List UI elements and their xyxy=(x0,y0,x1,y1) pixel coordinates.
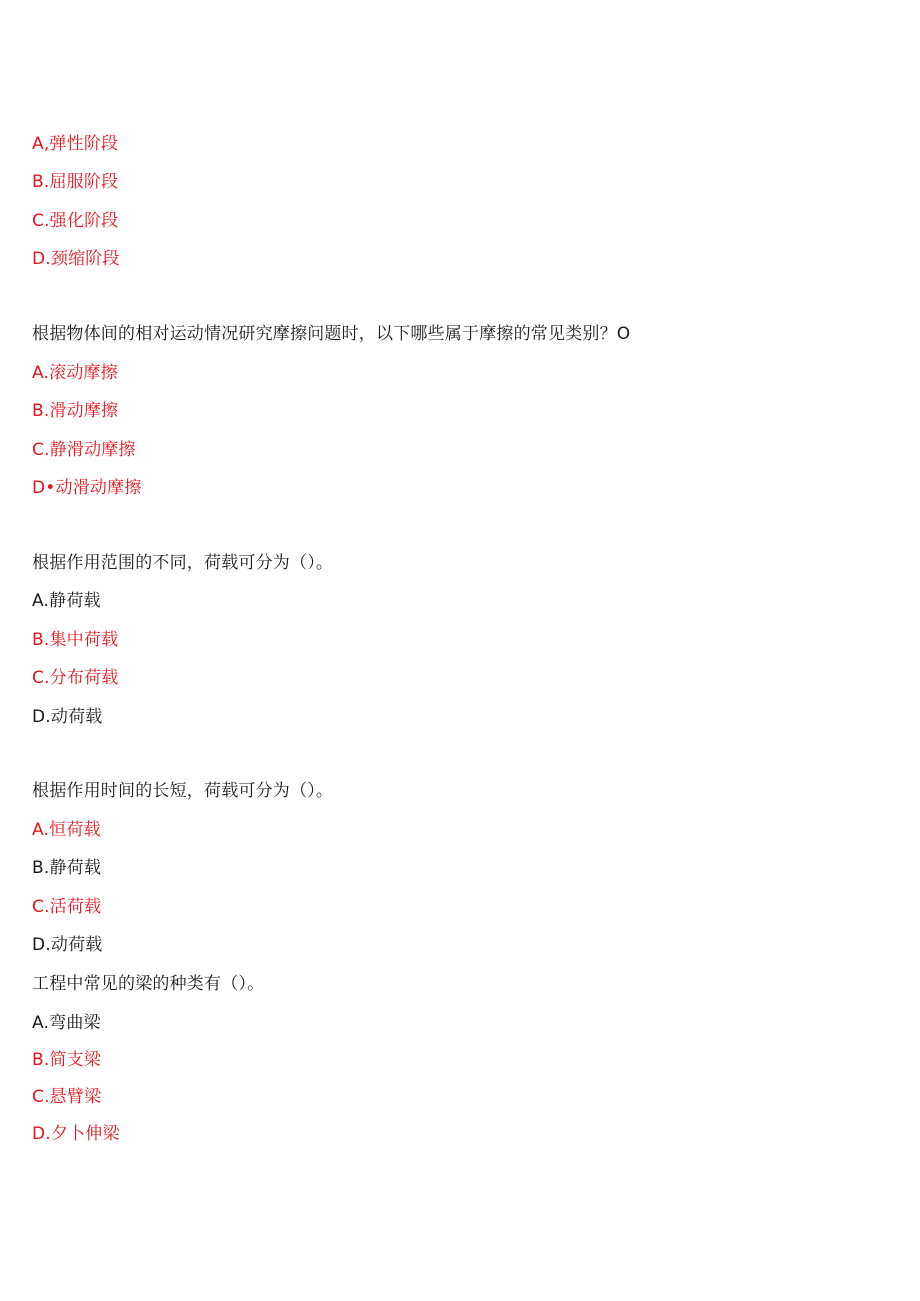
option-d: D.夕卜伸梁 xyxy=(32,1124,120,1144)
question-text: 根据物体间的相对运动情况研究摩擦问题时，以下哪些属于摩擦的常见类别？O xyxy=(32,324,631,344)
option-d: D.动荷载 xyxy=(32,707,103,727)
question-text: 根据作用时间的长短，荷载可分为（）。 xyxy=(32,781,334,801)
option-c: C.静滑动摩擦 xyxy=(32,440,136,460)
option-a: A.滚动摩擦 xyxy=(32,363,118,383)
option-b: B.屈服阶段 xyxy=(32,172,119,192)
option-b: B.集中荷载 xyxy=(32,630,119,650)
option-c: C.悬臂梁 xyxy=(32,1087,102,1107)
option-d: D•动滑动摩擦 xyxy=(32,478,142,498)
option-a: A.恒荷载 xyxy=(32,820,101,840)
option-d: D.动荷载 xyxy=(32,935,103,955)
option-a: A.弯曲梁 xyxy=(32,1013,101,1033)
option-b: B.滑动摩擦 xyxy=(32,401,119,421)
option-c: C.分布荷载 xyxy=(32,668,119,688)
option-a: A,弹性阶段 xyxy=(32,134,119,154)
option-d: D.颈缩阶段 xyxy=(32,249,120,269)
option-b: B.静荷载 xyxy=(32,858,102,878)
option-c: C.活荷载 xyxy=(32,897,102,917)
option-a: A.静荷载 xyxy=(32,591,101,611)
option-b: B.简支梁 xyxy=(32,1050,102,1070)
question-text: 根据作用范围的不同，荷载可分为（）。 xyxy=(32,553,334,573)
question-text: 工程中常见的梁的种类有（）。 xyxy=(32,974,265,994)
option-c: C.强化阶段 xyxy=(32,211,119,231)
